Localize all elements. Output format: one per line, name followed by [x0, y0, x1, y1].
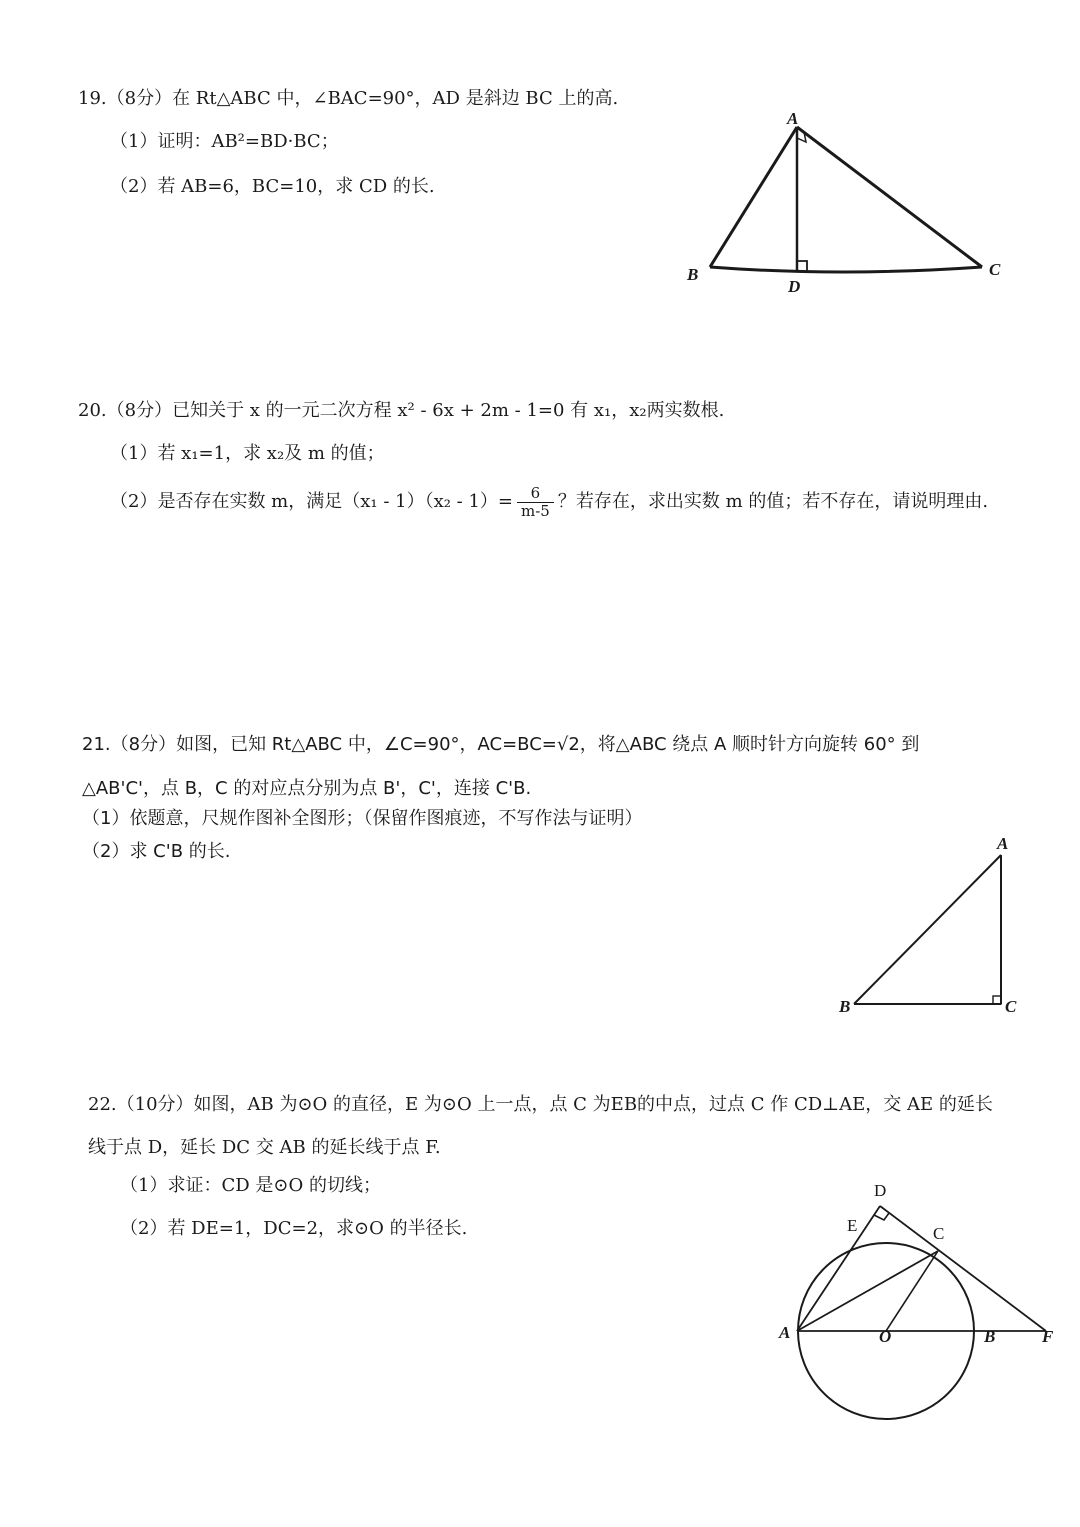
q21-part1: （1）依题意，尺规作图补全图形；（保留作图痕迹，不写作法与证明） — [82, 808, 643, 829]
q21-stem: 21.（8分）如图，已知 Rt△ABC 中，∠C=90°，AC=BC=√2，将△ABC 绕点 A 顺时针方向旋转 60° 到 — [82, 734, 920, 755]
q21-part2: （2）求 C'B 的长. — [82, 841, 231, 862]
q20-part2 — [110, 485, 988, 519]
q22-label-f: F — [1042, 1327, 1054, 1346]
q20-frac-den: m-5 — [521, 501, 550, 520]
q19-label-c: C — [989, 260, 1001, 279]
q21-figure — [830, 825, 1040, 1025]
q20-frac-num: 6 — [517, 485, 554, 503]
q20-fraction — [517, 485, 554, 519]
q22-line-df — [880, 1206, 1046, 1331]
q19-stem: 19.（8分）在 Rt△ABC 中，∠BAC=90°，AD 是斜边 BC 上的高. — [78, 88, 619, 109]
q21-side-ab — [854, 855, 1001, 1004]
q19-figure — [680, 105, 1020, 305]
q19-label-b: B — [687, 265, 699, 284]
q19-label-a: A — [787, 109, 799, 128]
q22-line-ac — [797, 1251, 938, 1331]
q19-part1: （1）证明：AB²=BD·BC； — [110, 131, 339, 152]
q19-side-ab — [710, 127, 797, 267]
q22-stem2: 线于点 D，延长 DC 交 AB 的延长线于点 F. — [88, 1137, 441, 1158]
q20-part2-before: （2）是否存在实数 m，满足（x₁ - 1）（x₂ - 1）= — [110, 491, 514, 512]
q19-side-bc — [710, 267, 982, 272]
q22-line-ad — [797, 1206, 880, 1331]
q22-stem: 22.（10分）如图，AB 为⊙O 的直径，E 为⊙O 上一点，点 C 为EB的中点，过点 C 作 CD⊥AE，交 AE 的延长 — [88, 1094, 993, 1115]
q22-right-angle-d — [874, 1213, 889, 1220]
q22-part1: （1）求证：CD 是⊙O 的切线； — [120, 1175, 381, 1196]
q22-line-oc — [886, 1251, 938, 1331]
q19-label-d: D — [788, 277, 801, 296]
q22-label-c: C — [933, 1224, 945, 1243]
q22-label-e: E — [847, 1216, 858, 1235]
q21-right-angle-c — [993, 996, 1001, 1004]
q20-part2-after: ？若存在，求出实数 m 的值；若不存在，请说明理由. — [557, 491, 989, 512]
q22-part2: （2）若 DE=1，DC=2，求⊙O 的半径长. — [120, 1218, 468, 1239]
q19-right-angle-d — [797, 261, 807, 271]
q19-right-angle-a — [797, 132, 806, 142]
q21-label-c: C — [1005, 997, 1017, 1016]
q22-label-a: A — [779, 1323, 791, 1342]
q22-label-d: D — [874, 1181, 887, 1200]
q22-figure — [770, 1175, 1070, 1425]
q19-side-ac — [797, 127, 982, 267]
q20-stem: 20.（8分）已知关于 x 的一元二次方程 x² - 6x + 2m - 1=0 有 x₁，x₂两实数根. — [78, 400, 725, 421]
q20-part1: （1）若 x₁=1，求 x₂及 m 的值； — [110, 443, 385, 464]
q21-label-b: B — [839, 997, 851, 1016]
q19-part2: （2）若 AB=6，BC=10，求 CD 的长. — [110, 176, 435, 197]
q21-label-a: A — [997, 834, 1009, 853]
q22-label-o: O — [879, 1327, 892, 1346]
q21-stem2: △AB'C'，点 B，C 的对应点分别为点 B'，C'，连接 C'B. — [82, 778, 532, 799]
q22-label-b: B — [984, 1327, 996, 1346]
